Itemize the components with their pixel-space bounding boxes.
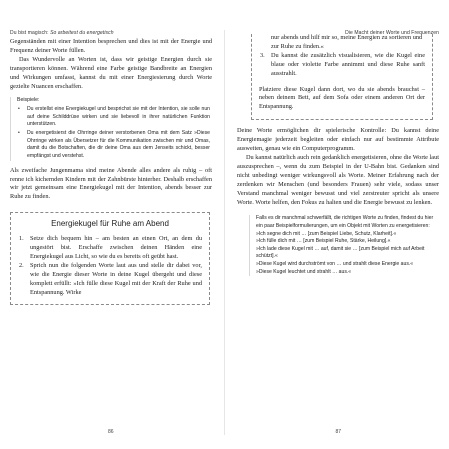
page-number: 86	[108, 429, 114, 435]
header-italic: So arbeitest du energetisch	[50, 30, 114, 36]
page-number: 87	[335, 429, 341, 435]
step-number: 3.	[260, 51, 265, 59]
examples-list	[17, 106, 210, 161]
running-header-right: Die Macht deiner Worte und Frequenzen	[345, 30, 439, 36]
exercise-step	[18, 262, 202, 298]
step-number: 1.	[19, 235, 24, 243]
phrase-line: »Ich segne dich mit … [zum Beispiel Liebe, Schutz, Klarheit].«	[256, 230, 397, 237]
running-header-left	[10, 30, 114, 36]
paragraph: Als zweifache Jungenmama sind meine Abende alles andere als ruhig – oft renne ich kichernden Kindern mit der Zahnbürste hinterher. Deshalb erschaffen wir jetzt gemeinsam eine Energiekugel mit der Intention, abends besser zur Ruhe zu finden.	[10, 166, 212, 201]
step-text: Setze dich bequem hin – am besten an einen Ort, an dem du ungestört bist. Erschaffe zwischen deinen Händen eine Energiekugel aus Licht, so wie du es bereits oft geübt hast.	[30, 235, 202, 261]
paragraph: Deine Worte ermöglichen dir spielerische Kontrolle: Du kannst deine Energiemagie jederzeit begleiten oder einfach nur auf bestimmte Attribute ausweiten, genau wie ein Computerprogramm.	[237, 127, 439, 153]
exercise-steps	[18, 235, 202, 297]
example-item: • Du erstellst eine Energiekugel und besprichst sie mit der Intention, sie solle nun auf deine Schilddrüse wirken und sie liebevoll in ihrer natürlichen Funktion unterstützen.	[17, 106, 210, 129]
left-page	[0, 0, 224, 449]
step-text: Sprich nun die folgenden Worte laut aus und stelle dir dabei vor, wie die Energie dieser Worte in deine Kugel übergeht und diese komplett erfüllt: »Ich fülle diese Kugel mit der Kraft der Ruhe und Entspannung. Wirke	[30, 261, 202, 296]
paragraph: Das Wundervolle an Worten ist, dass wir geistige Energien durch sie transportieren können. Während eine Farbe geistige Bandbreite an Energien und Wirkungen umfasst, kannst du mit einer Energiesierung durch Worte gezielte Nuancen erschaffen.	[10, 55, 212, 90]
phrase-examples-box	[249, 215, 439, 276]
header-prefix: Du bist magisch:	[10, 30, 51, 36]
phrase-line: Falls es dir manchmal schwerfällt, die richtigen Worte zu finden, findest du hier ein paar Beispielformulierungen, um ein Objekt mit Worten zu energetisieren:	[256, 215, 434, 229]
exercise-steps	[259, 52, 425, 79]
phrase-line: »Ich fülle dich mit … [zum Beispiel Ruhe, Stärke, Heilung].«	[256, 238, 391, 245]
step-number: 2.	[19, 261, 24, 269]
exercise-step	[18, 235, 202, 262]
example-item: • Du energetisierst die Ohrringe deiner verstorbenen Oma mit dem Satz »Diese Ohrringe wirken als Übersetzer für die Kommunikation zwischen mir und Omas, damit du die Botschaften, die dir deine Oma aus dem Jenseits schickt, besser empfängst und verstehst.	[17, 130, 210, 160]
phrase-line: »Diese Kugel wird durchströmt von … und strahlt diese Energie aus.«	[256, 260, 414, 267]
examples-label: Beispiele:	[17, 97, 40, 104]
exercise-box	[10, 212, 210, 304]
paragraph: Gegenständen mit einer Intention besprechen und dies ist mit der Energie und Frequenz deiner Worte füllen.	[10, 38, 212, 54]
examples-block	[10, 97, 210, 160]
phrase-line: »Ich lade diese Kugel mit … auf, damit sie … [zum Beispiel mich auf Arbeit schützt].«	[256, 245, 425, 260]
exercise-title: Energiekugel für Ruhe am Abend	[51, 219, 169, 229]
exercise-box-continued	[251, 34, 433, 120]
exercise-step	[259, 52, 425, 79]
step-continuation: nur abends und hilf mir so, meine Energien zu sortieren und zur Ruhe zu finden.«	[271, 34, 423, 50]
right-page	[225, 0, 449, 449]
step-text: Du kannst die zusätzlich visualisieren, wie die Kugel eine blaue oder violette Farbe annimmt und diese Ruhe sanft ausstrahlt.	[271, 51, 425, 77]
paragraph: Du kannst natürlich auch rein gedanklich energetisieren, ohne die Worte laut auszusprechen –, wenn du zum Beispiel in der U-Bahn bist. Gedanken sind nicht unbedingt weniger wirkungsvoll als Worte. Meiner Erfahrung nach der zerdenken wir Menschen (und besonders Frauen) sehr viele, sodass unser Verstand manchmal weniger bewusst und viel zerstreuter spricht als unsere Worte. Worte helfen, den Fokus zu halten und die Energie bewusst zu lenken.	[237, 153, 439, 206]
box-paragraph: Platziere diese Kugel dann dort, wo du sie abends brauchst – neben deinem Bett, auf dem Sofa oder einem anderen Ort der Entspannung.	[259, 85, 425, 111]
phrase-line: »Diese Kugel leuchtet und strahlt … aus.«	[256, 268, 352, 275]
